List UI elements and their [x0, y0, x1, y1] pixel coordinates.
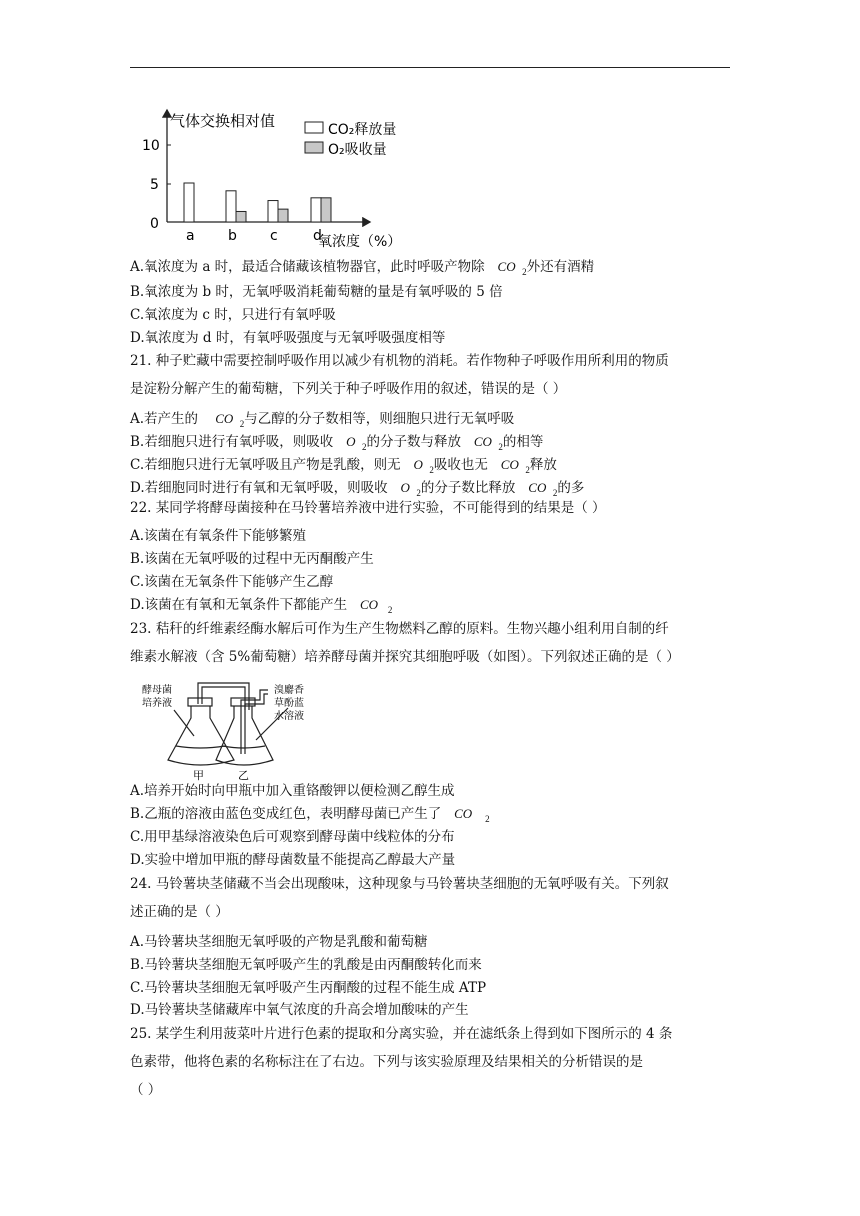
- y-axis-label: 气体交换相对值: [170, 112, 276, 130]
- co2-formula: CO $_2$: [215, 411, 245, 429]
- x-tick-a: a: [186, 228, 195, 244]
- y-tick-5: 5: [150, 177, 159, 193]
- q24-option-c[interactable]: C.马铃薯块茎细胞无氧呼吸产生丙酮酸的过程不能生成 ATP: [130, 980, 487, 996]
- q20-option-b[interactable]: B.氧浓度为 b 时，无氧呼吸消耗葡萄糖的量是有氧呼吸的 5 倍: [130, 284, 503, 300]
- o2-formula: O $_2$: [413, 457, 434, 475]
- q22-option-c[interactable]: C.该菌在无氧条件下能够产生乙醇: [130, 574, 334, 590]
- x-tick-b: b: [228, 228, 237, 244]
- legend-label-o2: O₂吸收量: [328, 142, 387, 158]
- q24-option-a[interactable]: A.马铃薯块茎细胞无氧呼吸的产物是乳酸和葡萄糖: [130, 934, 428, 950]
- o2-formula: O $_2$: [346, 434, 367, 452]
- bar-o2-b: [236, 211, 246, 222]
- label-bromothymol-2: 草酚蓝: [274, 698, 304, 709]
- q21-stem-line1: 21. 种子贮藏中需要控制呼吸作用以减少有机物的消耗。若作物种子呼吸作用所利用的物质: [130, 353, 669, 369]
- y-tick-10: 10: [142, 138, 160, 154]
- label-yeast-2: 培养液: [142, 698, 172, 709]
- label-bromothymol-1: 溴麝香: [274, 685, 304, 696]
- x-tick-c: c: [270, 228, 278, 244]
- bar-co2-a: [184, 183, 194, 222]
- q22-option-b[interactable]: B.该菌在无氧呼吸的过程中无丙酮酸产生: [130, 551, 374, 567]
- q20-a-text: A.氧浓度为 a 时，最适合储藏该植物器官，此时呼吸产物除: [130, 259, 485, 275]
- label-yeast-1: 酵母菌: [142, 685, 172, 696]
- co2-formula: CO $_2$: [360, 597, 393, 615]
- bar-co2-d: [311, 198, 321, 222]
- y-tick-0: 0: [150, 216, 159, 232]
- flask-apparatus-figure: [138, 672, 318, 782]
- co2-formula: CO $_2$: [497, 259, 527, 277]
- label-bromothymol-3: 水溶液: [274, 711, 304, 722]
- q20-option-d[interactable]: D.氧浓度为 d 时，有氧呼吸强度与无氧呼吸强度相等: [130, 330, 446, 346]
- bar-o2-d: [321, 198, 331, 222]
- q20-a-tail: 外还有酒精: [526, 259, 595, 275]
- q24-stem-line1: 24. 马铃薯块茎储藏不当会出现酸味，这种现象与马铃薯块茎细胞的无氧呼吸有关。下列叙: [130, 876, 669, 892]
- q24-option-d[interactable]: D.马铃薯块茎储藏库中氧气浓度的升高会增加酸味的产生: [130, 1002, 469, 1018]
- co2-formula: CO $_2$: [473, 434, 503, 452]
- q21-option-b[interactable]: B.若细胞只进行有氧呼吸，则吸收 O $_2$的分子数与释放 CO $_2$的相等: [130, 434, 544, 452]
- q23-option-b[interactable]: B.乙瓶的溶液由蓝色变成红色，表明酵母菌已产生了 CO $_2$: [130, 806, 490, 824]
- flask-yi-label: 乙: [238, 769, 249, 782]
- legend-label-co2: CO₂释放量: [328, 122, 397, 138]
- x-axis-label: 氧浓度（%）: [318, 234, 402, 250]
- q24-option-b[interactable]: B.马铃薯块茎细胞无氧呼吸产生的乳酸是由丙酮酸转化而来: [130, 957, 482, 973]
- bar-o2-c: [278, 209, 288, 222]
- co2-formula: CO $_2$: [528, 480, 558, 498]
- co2-formula: CO $_2$: [500, 457, 530, 475]
- bar-co2-c: [268, 201, 278, 222]
- bar-co2-b: [226, 191, 236, 222]
- q25-stem-line1: 25. 某学生利用菠菜叶片进行色素的提取和分离实验，并在滤纸条上得到如下图所示的 4 条: [130, 1026, 673, 1042]
- x-tick-d: d: [313, 228, 322, 244]
- q21-option-d[interactable]: D.若细胞同时进行有氧和无氧呼吸，则吸收 O $_2$的分子数比释放 CO $_2$的多: [130, 480, 585, 498]
- o2-formula: O $_2$: [400, 480, 421, 498]
- legend-swatch-o2: [305, 142, 323, 153]
- q20-option-c[interactable]: C.氧浓度为 c 时，只进行有氧呼吸: [130, 307, 336, 323]
- q23-option-c[interactable]: C.用甲基绿溶液染色后可观察到酵母菌中线粒体的分布: [130, 829, 455, 845]
- header-rule: [130, 67, 730, 68]
- co2-formula: CO $_2$: [454, 806, 490, 824]
- q21-option-c[interactable]: C.若细胞只进行无氧呼吸且产物是乳酸，则无 O $_2$吸收也无 CO $_2$释放: [130, 457, 557, 475]
- q23-option-d[interactable]: D.实验中增加甲瓶的酵母菌数量不能提高乙醇最大产量: [130, 852, 456, 868]
- q22-stem: 22. 某同学将酵母菌接种在马铃薯培养液中进行实验，不可能得到的结果是（ ）: [130, 500, 606, 516]
- q23-stem-line1: 23. 秸秆的纤维素经酶水解后可作为生产生物燃料乙醇的原料。生物兴趣小组利用自制的纤: [130, 621, 669, 637]
- q25-stem-line2: 色素带，他将色素的名称标注在了右边。下列与该实验原理及结果相关的分析错误的是: [130, 1054, 643, 1070]
- q20-option-a[interactable]: [130, 258, 594, 277]
- q23-stem-line2: 维素水解液（含 5%葡萄糖）培养酵母菌并探究其细胞呼吸（如图）。下列叙述正确的是（ ）: [130, 649, 680, 665]
- q24-stem-line2: 述正确的是（ ）: [130, 904, 229, 920]
- q23-option-a[interactable]: A.培养开始时向甲瓶中加入重铬酸钾以便检测乙醇生成: [130, 783, 455, 799]
- q25-stem-line3: （ ）: [130, 1082, 162, 1098]
- legend-swatch-co2: [305, 122, 323, 133]
- flask-jia-label: 甲: [193, 769, 204, 782]
- q22-option-a[interactable]: A.该菌在有氧条件下能够繁殖: [130, 528, 307, 544]
- q21-stem-line2: 是淀粉分解产生的葡萄糖，下列关于种子呼吸作用的叙述，错误的是（ ）: [130, 381, 567, 397]
- q22-option-d[interactable]: D.该菌在有氧和无氧条件下都能产生 CO $_2$: [130, 597, 393, 615]
- gas-exchange-chart: [140, 100, 440, 255]
- q21-option-a[interactable]: A.若产生的 CO $_2$与乙醇的分子数相等，则细胞只进行无氧呼吸: [130, 411, 515, 429]
